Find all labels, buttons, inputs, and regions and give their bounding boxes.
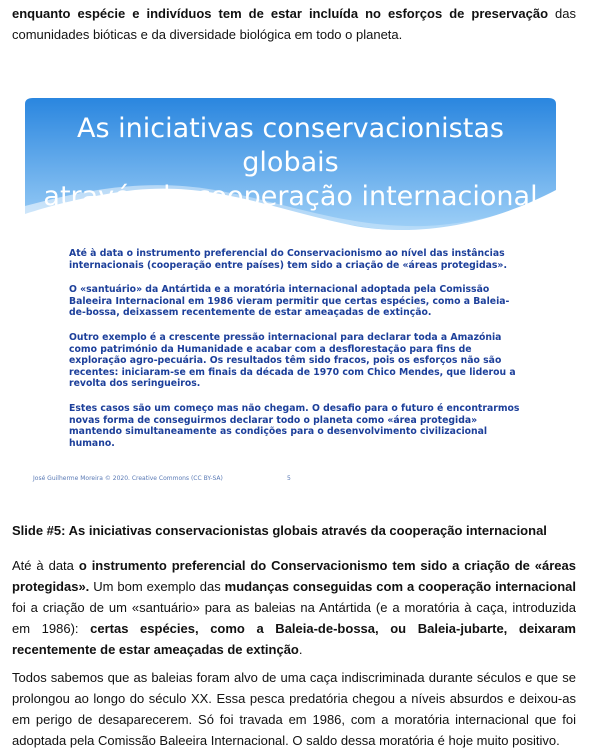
slide-body (69, 248, 524, 462)
slide-caption: Slide #5: As iniciativas conservacionistas globais através da cooperação internacional (12, 523, 547, 538)
intro-paragraph (12, 3, 576, 45)
slide-paragraph: Outro exemplo é a crescente pressão internacional para declarar toda a Amazónia como património da Humanidade e acabar com a desflorestação para fins de exploração agro-pecuária. Os resultados têm sido fracos, pois os esforços não são recentes: iniciaram-se em finais da década de 1970 com Chico Mendes, que liderou a revolta dos seringueiros. (69, 331, 516, 390)
body-bold-text: o instrumento preferencial do Conservacionismo tem sido a criação de «áreas protegidas». (12, 558, 576, 594)
body-paragraph: Todos sabemos que as baleias foram alvo de uma caça indiscriminada durante séculos e que se prolongou ao longo do século XX. Essa pesca predatória chegou a níveis absurdos e deixou-as em perigo de desaparecerem. Só foi travada em 1986, com a moratória internacional que foi adoptada pela Comissão Baleeira Internacional. O saldo dessa moratória é hoje muito positivo. (12, 670, 576, 748)
intro-bold-text: enquanto espécie e indivíduos tem de estar incluída no esforços de preservação (12, 6, 549, 21)
slide-footer-credit: José Guilherme Moreira © 2020. Creative Commons (CC BY-SA) (33, 475, 223, 482)
body-text: Um bom exemplo das (89, 579, 225, 594)
slide-page-number: 5 (287, 475, 291, 482)
body-text: foi a criação de um «santuário» para as baleias na Antártida (e a moratória à caça, introduzida em 1986): (12, 600, 576, 636)
body-text: . (298, 642, 303, 657)
body-paragraph (12, 555, 576, 660)
body-bold-text: certas espécies, como a Baleia-de-bossa, ou Baleia-jubarte, deixaram recentemente de estar ameaçadas de extinção (12, 621, 576, 657)
slide-image (25, 98, 556, 493)
slide-paragraph: Até à data o instrumento preferencial do Conservacionismo ao nível das instâncias internacionais (cooperação entre países) tem sido a criação de «áreas protegidas». (69, 248, 507, 271)
slide-paragraph: Estes casos são um começo mas não chegam. O desafio para o futuro é encontrarmos novas forma de conseguirmos declarar todo o planeta como «área protegida» mantendo simultaneamente as condições para o desenvolvimento civilizacional humano. (69, 402, 520, 449)
body-text: Até à data (12, 558, 79, 573)
body-bold-text: mudanças conseguidas com a cooperação internacional (224, 579, 576, 594)
slide-title: As iniciativas conservacionistas globais através da cooperação internacional (43, 113, 538, 212)
intro-text: das comunidades bióticas e da diversidade biológica em todo o planeta. (12, 6, 576, 42)
slide-paragraph: O «santuário» da Antártida e a moratória internacional adoptada pela Comissão Baleeira Internacional em 1986 vieram permitir que certas espécies, como a Baleia-de-bossa, deixassem recentemente de estar ameaçadas de extinção. (69, 284, 510, 319)
